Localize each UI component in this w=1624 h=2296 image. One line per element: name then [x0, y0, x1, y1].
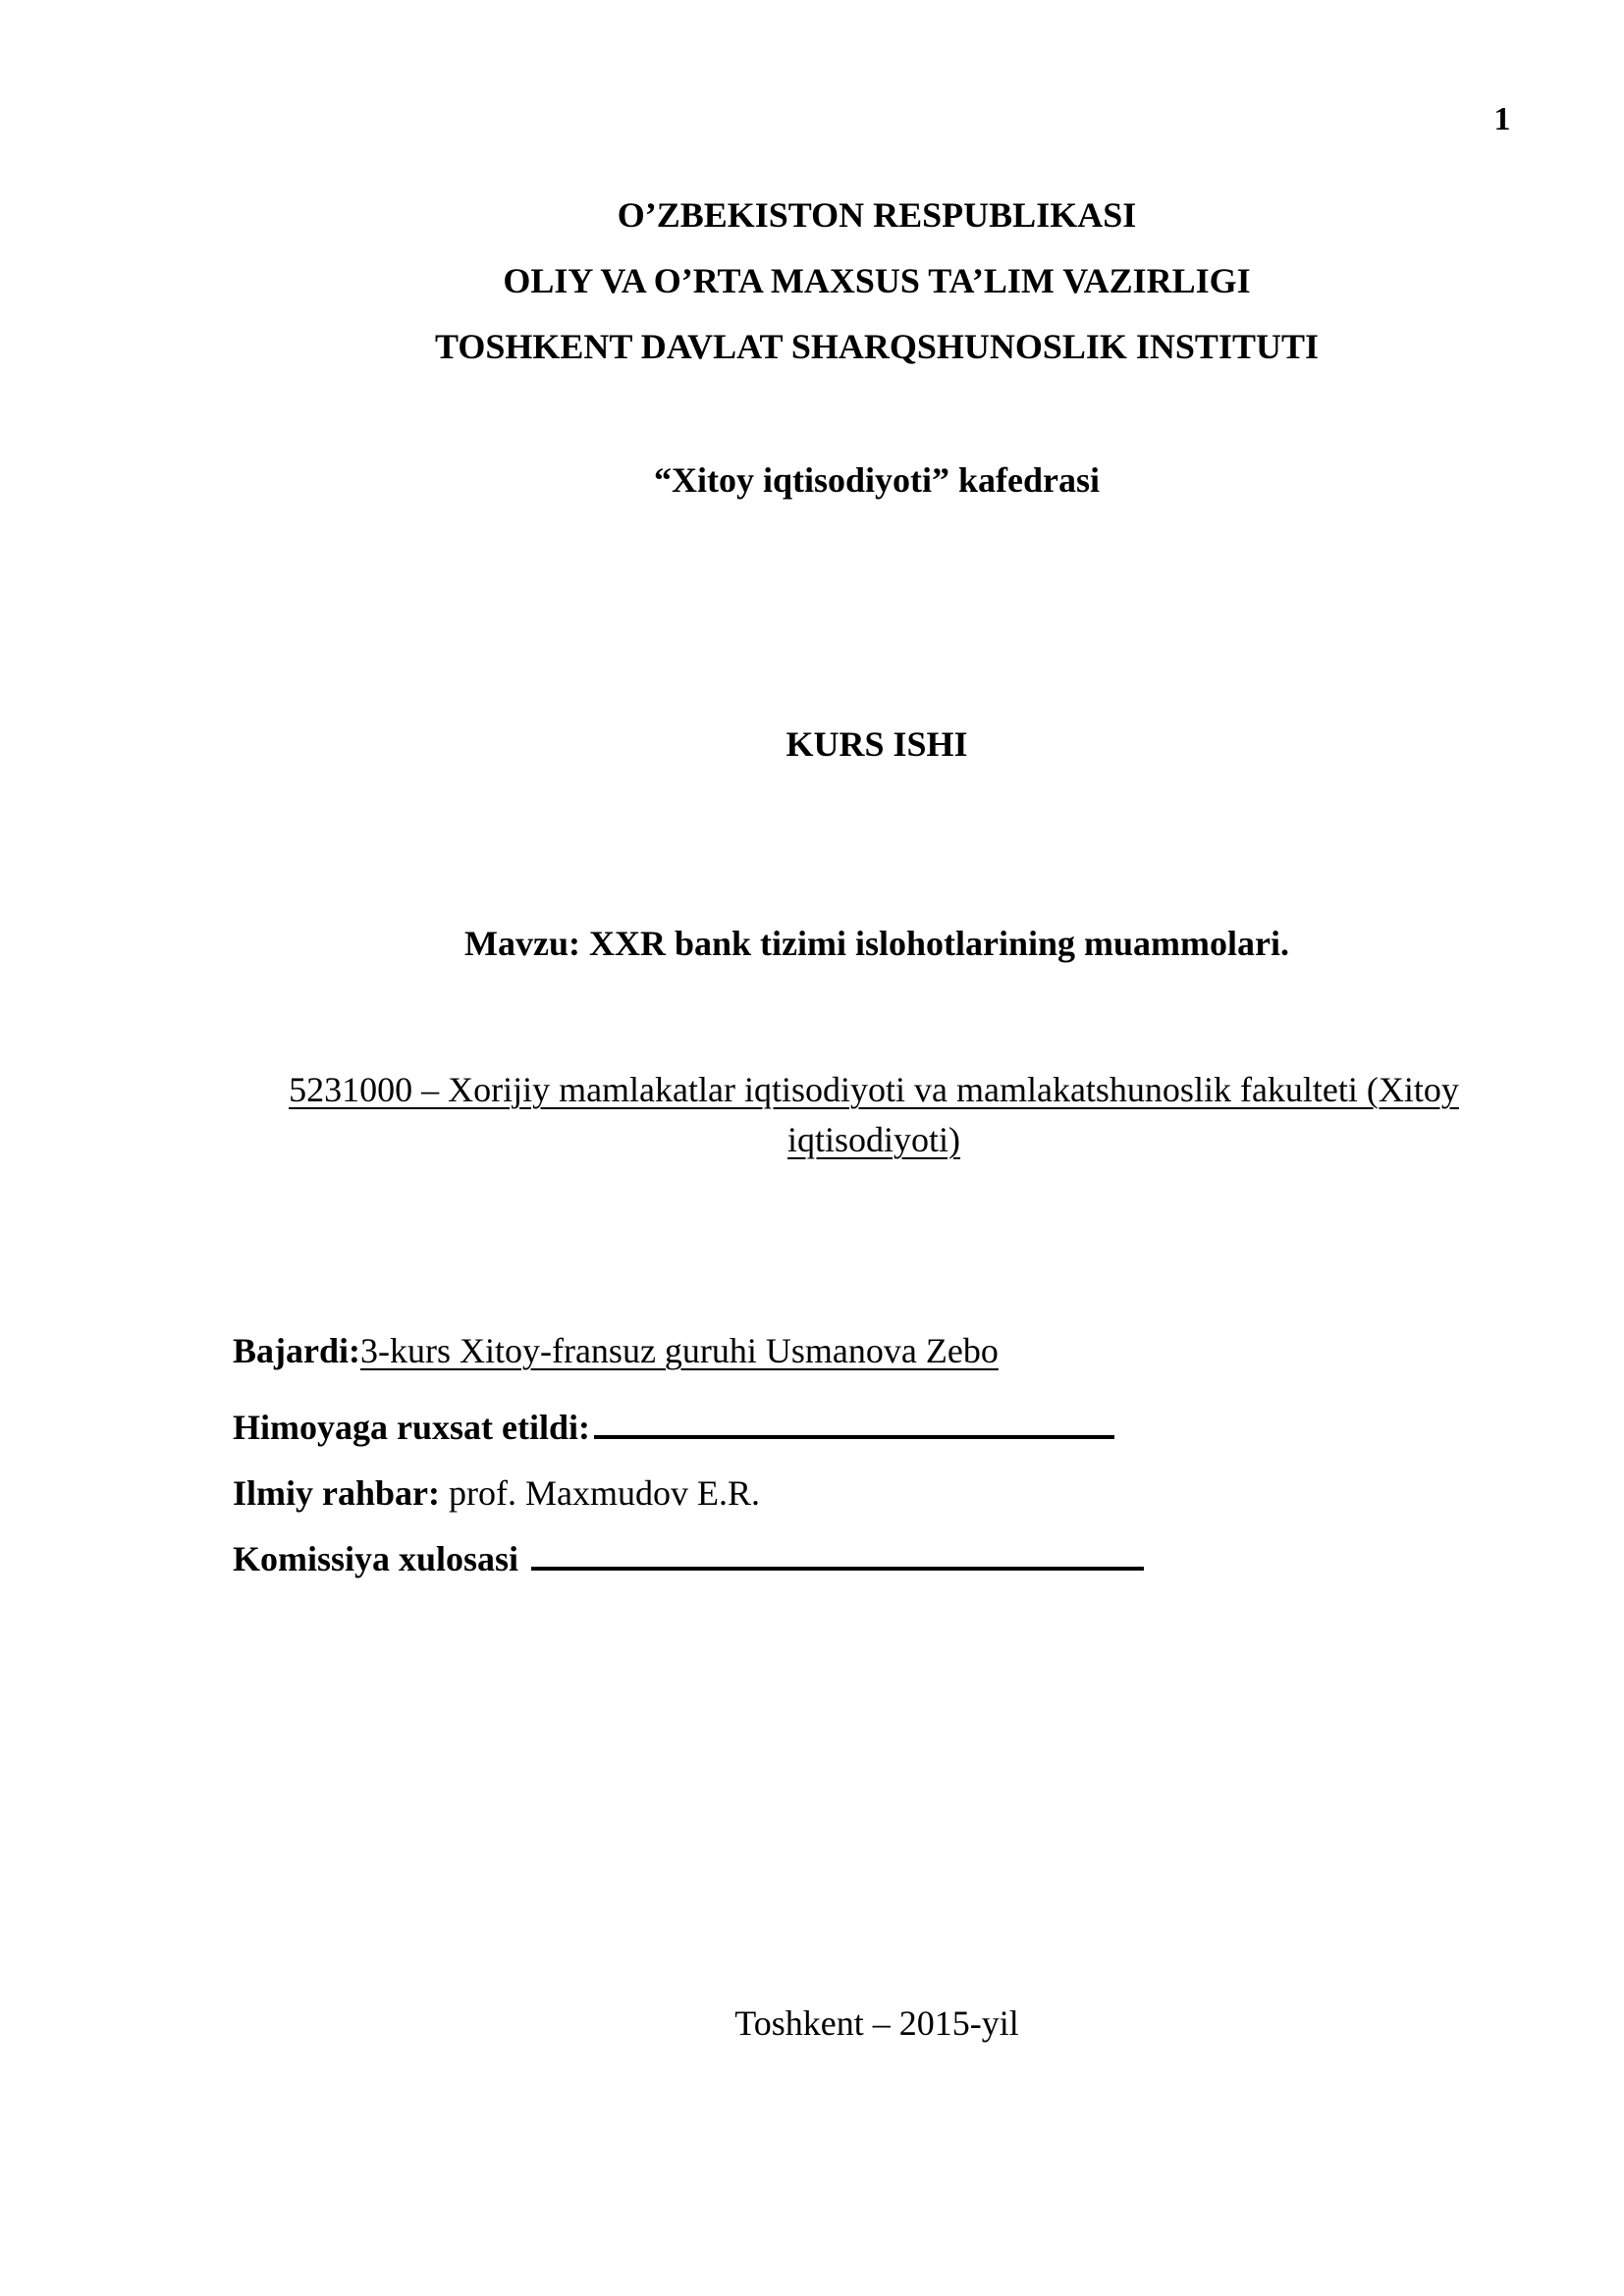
ministry-heading: OLIY VA O’RTA MAXSUS TA’LIM VAZIRLIGI	[503, 261, 1251, 300]
bajardi-label: Bajardi:	[233, 1331, 360, 1370]
institute-heading: TOSHKENT DAVLAT SHARQSHUNOSLIK INSTITUTI	[435, 327, 1319, 366]
rahbar-value: prof. Maxmudov E.R.	[440, 1473, 760, 1513]
himoya-blank-line	[594, 1434, 1114, 1439]
faculty-line: 5231000 – Xorijiy mamlakatlar iqtisodiyoti va mamlakatshunoslik fakulteti (Xitoy iqtisodiyoti)	[289, 1070, 1459, 1159]
bajardi-value: 3-kurs Xitoy-fransuz guruhi Usmanova Zebo	[360, 1331, 999, 1370]
himoya-label: Himoyaga ruxsat etildi:	[233, 1408, 590, 1447]
work-type-title: KURS ISHI	[785, 724, 968, 764]
place-year: Toshkent – 2015-yil	[734, 2003, 1019, 2043]
page-number: 1	[1493, 101, 1511, 137]
bajardi-row	[233, 1329, 999, 1372]
republic-heading: O’ZBEKISTON RESPUBLIKASI	[617, 195, 1137, 235]
department-heading: “Xitoy iqtisodiyoti” kafedrasi	[653, 460, 1101, 500]
komissiya-label: Komissiya xulosasi	[233, 1539, 528, 1578]
topic-title: Mavzu: XXR bank tizimi islohotlarining muammolari.	[463, 924, 1289, 963]
rahbar-label: Ilmiy rahbar:	[233, 1473, 440, 1513]
komissiya-blank-line	[531, 1566, 1144, 1571]
komissiya-row	[233, 1537, 1144, 1580]
himoya-row	[233, 1406, 1114, 1449]
rahbar-row	[233, 1471, 760, 1515]
